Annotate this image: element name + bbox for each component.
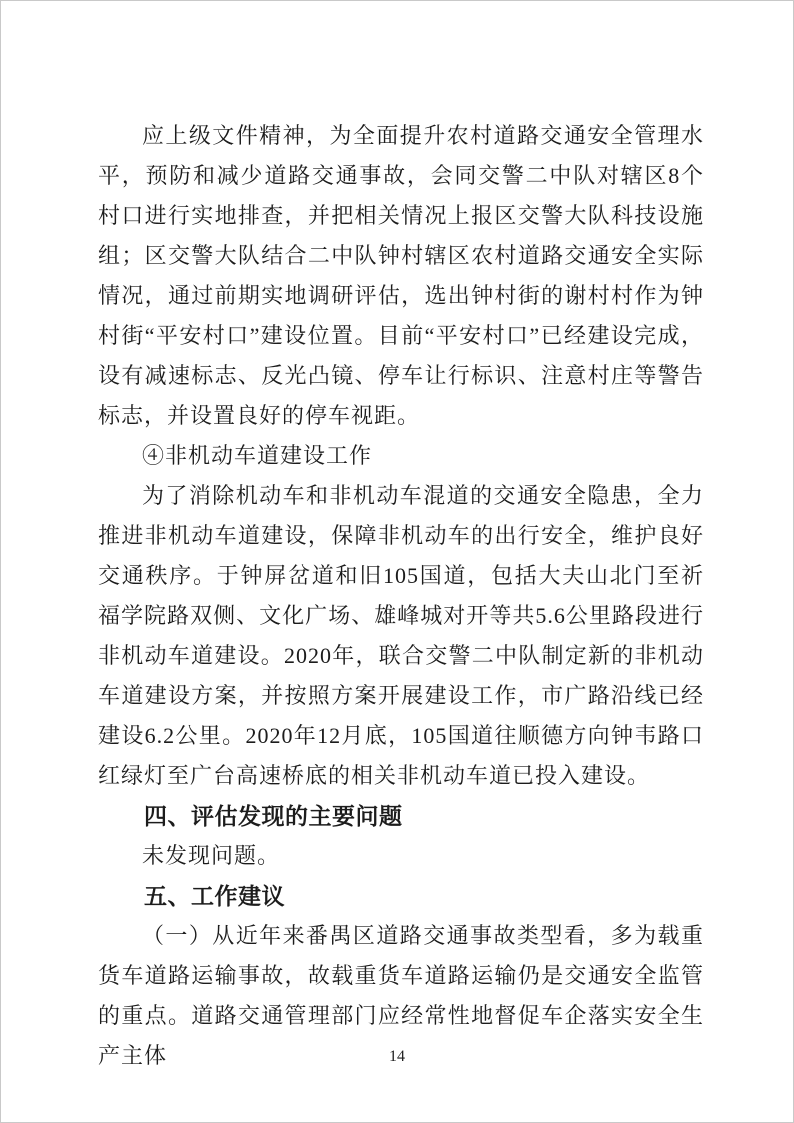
paragraph-suggestion-1-truck-transport: （一）从近年来番禺区道路交通事故类型看，多为载重货车道路运输事故，故载重货车道路运输仍是交通安全监管的重点。道路交通管理部门应经常性地督促车企落实安全生产主体 [98, 923, 704, 1068]
paragraph-no-problems-found: 未发现问题。 [142, 843, 281, 868]
document-body [98, 116, 704, 1076]
page-number: 14 [389, 1048, 405, 1065]
paragraph-nonmotor-lane-construction: 为了消除机动车和非机动车混道的交通安全隐患，全力推进非机动车道建设，保障非机动车的出行安全，维护良好交通秩序。于钟屏岔道和旧105国道，包括大夫山北门至祈福学院路双侧、文化广场、雄峰城对开等共5.6公里路段进行非机动车道建设。2020年，联合交警二中队制定新的非机动车道建设方案，并按照方案开展建设工作，市广路沿线已经建设6.2公里。2020年12月底，105国道往顺德方向钟韦路口红绿灯至广台高速桥底的相关非机动车道已投入建设。 [98, 483, 704, 788]
paragraph-village-entrance-safety: 应上级文件精神，为全面提升农村道路交通安全管理水平，预防和减少道路交通事故，会同交警二中队对辖区8个村口进行实地排查，并把相关情况上报区交警大队科技设施组；区交警大队结合二中队钟村辖区农村道路交通安全实际情况，通过前期实地调研评估，选出钟村街的谢村村作为钟村街“平安村口”建设位置。目前“平安村口”已经建设完成，设有减速标志、反光凸镜、停车让行标识、注意村庄等警告标志，并设置良好的停车视距。 [98, 123, 704, 428]
section-heading-4-main-problems: 四、评估发现的主要问题 [144, 803, 403, 829]
subitem-4-nonmotor-lane-title: ④非机动车道建设工作 [142, 443, 373, 468]
section-heading-5-work-suggestions: 五、工作建议 [144, 883, 285, 909]
